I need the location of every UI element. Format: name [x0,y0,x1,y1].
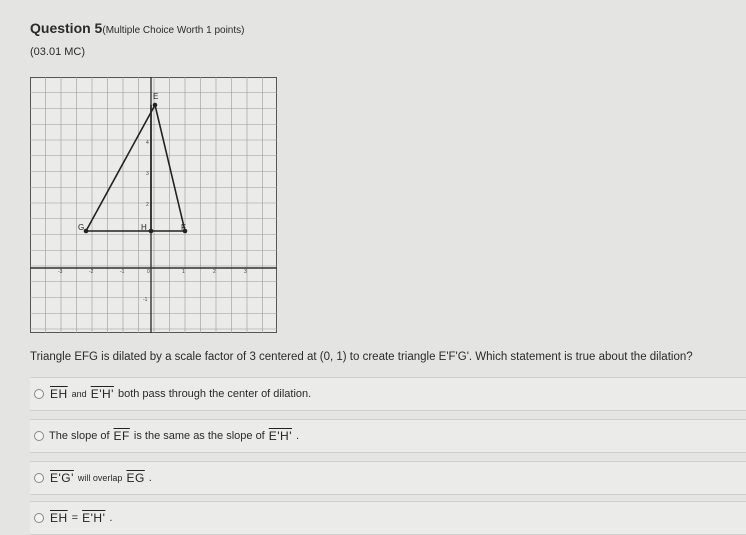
segment-label: E'H' [82,511,106,525]
label-H: H [141,223,147,232]
x-tick-label: 1 [182,269,185,275]
y-tick-label: -1 [143,297,148,303]
answer-option-1[interactable] [30,377,746,411]
segment-label: $\overline{EH}$ [50,511,68,525]
question-worth: (Multiple Choice Worth 1 points) [102,25,245,36]
x-tick-label: -3 [58,269,63,275]
y-tick-label: 2 [146,202,149,208]
radio-button[interactable] [34,431,44,441]
x-tick-label: 3 [244,269,247,275]
question-code: (03.01 MC) [30,46,86,58]
option-text: The slope of [49,430,110,442]
question-title [30,20,244,36]
option-text: is the same as the slope of [133,430,265,442]
segment-label: E'H' [90,387,114,401]
graph-frame [31,78,277,333]
point-H [149,229,154,234]
y-tick-label: 4 [146,140,149,146]
segment-label: $\overline{EG}$ [126,471,145,485]
label-F: F [181,223,186,232]
answer-option-2[interactable] [30,419,746,453]
segment-label: $\overline{EH}$ [50,387,68,401]
radio-button[interactable] [34,473,44,483]
option-text: and [71,389,87,399]
label-G: G [78,223,85,232]
question-text: Triangle EFG is dilated by a scale factor of 3 centered at (0, 1) to create triangle E'F'G'. Which statement is true about the dilation? [30,351,693,363]
radio-button[interactable] [34,389,44,399]
point-E [153,103,158,108]
question-number: Question 5 [30,20,103,36]
option-text: . [109,512,113,524]
option-text: . [296,430,300,442]
point-G [84,229,89,234]
answer-option-4[interactable] [30,501,746,535]
x-tick-label: 2 [213,269,216,275]
answer-option-3[interactable] [30,461,746,495]
label-E: E [153,92,159,101]
segment-label: $\overline{EF}$ [113,429,130,443]
option-text: will overlap [77,473,123,483]
x-tick-label: -2 [89,269,94,275]
y-tick-label: 3 [146,171,149,177]
option-text: . [148,472,152,484]
radio-button[interactable] [34,513,44,523]
segment-label: E'G' [50,471,74,485]
option-text: = [71,512,79,524]
x-tick-label: -1 [120,269,125,275]
option-text: both pass through the center of dilation. [117,388,312,400]
segment-label: E'H' [268,429,293,443]
coordinate-graph [30,77,277,333]
x-tick-label: 0 [147,269,150,275]
